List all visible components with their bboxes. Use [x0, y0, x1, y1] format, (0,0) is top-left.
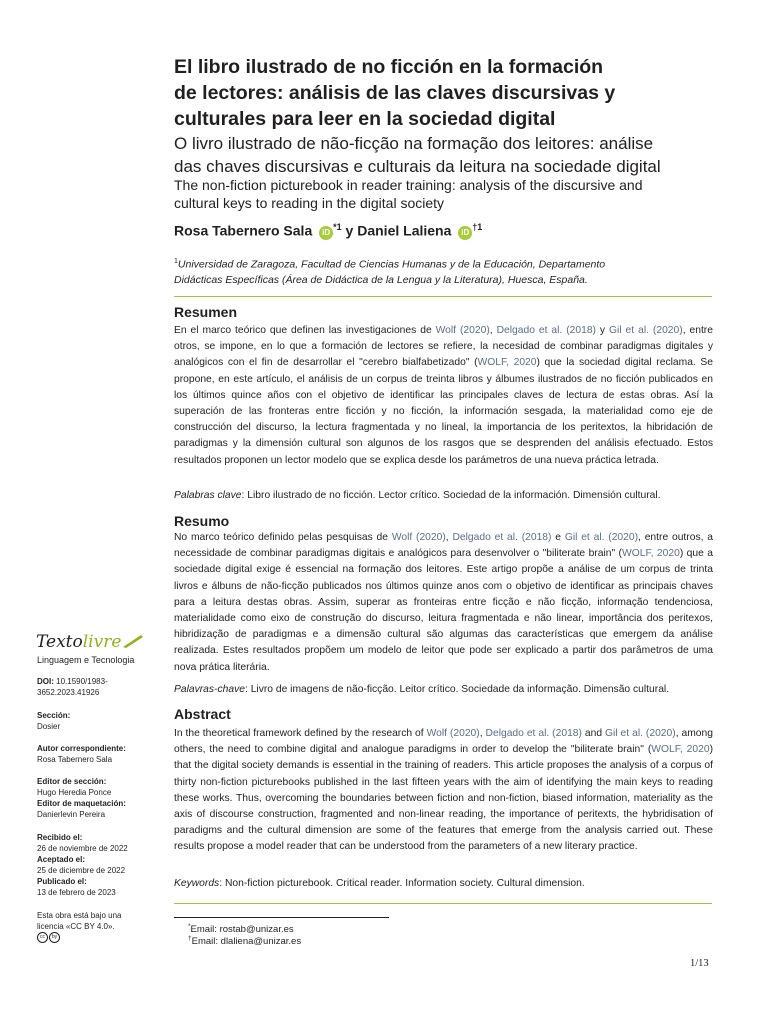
title-es — [174, 54, 714, 132]
title-es-line1: El libro ilustrado de no ficción en la formación — [174, 56, 604, 78]
resumen-heading: Resumen — [174, 304, 238, 320]
title-es-line2: de lectores: análisis de las claves discursivas y — [174, 82, 616, 104]
affiliation-line1: Universidad de Zaragoza, Facultad de Ciencias Humanas y de la Educación, Departamento — [177, 258, 606, 271]
abstract-body: In the theoretical framework defined by the research of Wolf (2020), Delgado et al. (2018) and Gil et al. (2020), among others, the need to combine digital and analogue paradigms in order to develop the "biliterate brain" (WOLF, 2020) that the digital society demands is essential in the training of readers. This article proposes the analysis of a corpus of thirty non-fiction picturebooks published in the last fifteen years with the aim of identifying the main keys to reading these works. Thus, overcoming the boundaries between fiction and non-fiction, biased information, materiality as the axis of discourse construction, fragmented and non-linear reading, the importance of peritexts, the hybridisation of paradigms and the cultural dimension are some of the features that emerge from the analysis carried out. These results propose a model reader that can be understood from the parameters of a new literary practice. — [174, 728, 714, 853]
citation-link[interactable]: Gil et al. (2020) — [605, 728, 676, 739]
footnote-email2: †Email: dlaliena@unizar.es — [188, 935, 302, 948]
affiliation — [174, 254, 714, 288]
author2-marks: †1 — [472, 222, 483, 232]
orcid-icon[interactable]: iD — [458, 226, 472, 240]
citation-link[interactable]: Wolf (2020) — [426, 728, 480, 739]
author-joiner: y — [345, 222, 354, 239]
title-en: The non-fiction picturebook in reader training: analysis of the discursive and cultural keys to reading in the digital society — [174, 177, 643, 211]
divider-rule — [174, 903, 712, 904]
license-text[interactable]: Esta obra está bajo una licencia «CC BY 4.0». — [37, 911, 122, 931]
page-number: 1/13 — [690, 958, 709, 969]
affiliation-line2: Didácticas Específicas (Área de Didáctica de la Lengua y la Literatura), Huesca, España. — [174, 273, 588, 286]
citation-link[interactable]: Wolf (2020) — [435, 325, 490, 336]
resumo-heading: Resumo — [174, 513, 230, 529]
title-pt: O livro ilustrado de não-ficção na formação dos leitores: análise das chaves discursivas e culturais da leitura na sociedade digital — [174, 134, 661, 176]
author1-name: Rosa Tabernero Sala — [174, 222, 313, 239]
resumo-body: No marco teórico definido pelas pesquisas de Wolf (2020), Delgado et al. (2018) e Gil et al. (2020), entre outros, a necessidade de combinar paradigmas digitais e analógicos para desenvolver o "biliterate brain" (WOLF, 2020) que a sociedade digital exige é essencial na formação dos leitores. Este artigo propõe a análise de um corpus de trinta livros e álbuns de não-ficção publicados nos últimos quinze anos com o objetivo de identificar as principais chaves para a leitura destas obras. Assim, superar as fronteiras entre ficção e não ficção, informação tendenciosa, materialidade como eixo de construção do discurso, leitura fragmentada e não linear, importância dos peritexos, hibridização de paradigmas e a dimensão cultural são algumas das características que emergem da análise realizada. Estes resultados propõem um modelo de leitor que pode ser explicado a partir dos parâmetros de uma nova prática literária. — [174, 532, 714, 673]
corresponding-block: Autor correspondiente: Rosa Tabernero Sala — [37, 744, 126, 764]
citation-link[interactable]: Gil et al. (2020) — [564, 532, 639, 543]
pen-icon — [121, 633, 145, 649]
citation-link[interactable]: Gil et al. (2020) — [609, 325, 683, 336]
orcid-icon[interactable]: iD — [319, 226, 333, 240]
resumo-keywords — [174, 682, 713, 697]
doi-link[interactable]: 10.1590/1983-3652.2023.41926 — [37, 677, 108, 697]
keywords-label: Palavras-chave — [174, 684, 245, 695]
editors-block: Editor de sección: Hugo Heredia Ponce Editor de maquetación: Danierlevin Pereira — [37, 777, 126, 819]
abstract-keywords — [174, 876, 713, 891]
citation-link[interactable]: Delgado et al. (2018) — [496, 325, 596, 336]
resumen-body: En el marco teórico que definen las investigaciones de Wolf (2020), Delgado et al. (2018) y Gil et al. (2020), entre otros, se impone, en lo que a formación de lectores se refiere, la necesidad de combinar paradigmas digitales y analógicos con el fin de desarrollar el "cerebro bialfabetizado" (WOLF, 2020) que la sociedad digital reclama. Se propone, en este artículo, el análisis de un corpus de treinta libros y álbumes ilustrados de no ficción publicados en los últimos quince años con el objetivo de identificar las principales claves de lectura de estas obras. Así la superación de las fronteras entre ficción y no ficción, la información sesgada, la materialidad como eje de construcción del discurso, la lectura fragmentada y no lineal, la importancia de los peritextos, la hibridación de paradigmas y la dimensión cultural son algunos de los rasgos que se desprenden del análisis efectuado. Estos resultados proponen un lector modelo que se explica desde los parámetros de una nueva práctica letrada. — [174, 325, 713, 466]
title-es-line3: culturales para leer en la sociedad digital — [174, 108, 556, 130]
journal-subtitle: Linguagem e Tecnologia — [37, 655, 135, 665]
by-icon: by — [49, 932, 60, 943]
divider-rule — [174, 296, 712, 297]
abstract-heading: Abstract — [174, 706, 231, 722]
authors-line — [174, 222, 482, 240]
affiliation-mark: 1 — [174, 258, 178, 265]
keywords-text: : Libro ilustrado de no ficción. Lector crítico. Sociedad de la información. Dimensión cultural. — [241, 490, 661, 501]
keywords-label: Palabras clave — [174, 490, 242, 501]
citation-link[interactable]: Delgado et al. (2018) — [485, 728, 582, 739]
keywords-label: Keywords — [174, 878, 220, 889]
keywords-text: : Livro de imagens de não-ficção. Leitor crítico. Sociedade da informação. Dimensão cultural. — [244, 684, 670, 695]
dates-block: Recibido el: 26 de noviembre de 2022 Aceptado el: 25 de diciembre de 2022 Publicado el: 13 de febrero de 2023 — [37, 833, 128, 897]
doi-label: DOI: — [37, 677, 54, 686]
author2-name: Daniel Laliena — [357, 222, 452, 239]
section-block: Sección: Dosier — [37, 711, 71, 731]
license-block — [37, 910, 149, 943]
doi-block — [37, 676, 149, 698]
resumen-keywords — [174, 488, 713, 503]
journal-logo[interactable]: Textolivre — [36, 632, 145, 652]
citation-link[interactable]: Delgado et al. (2018) — [452, 532, 552, 543]
footnote-rule — [174, 917, 389, 918]
citation-link[interactable]: WOLF, 2020 — [651, 744, 710, 756]
author1-marks: *1 — [333, 222, 342, 232]
cc-icon: cc — [37, 932, 48, 943]
citation-link[interactable]: Wolf (2020) — [391, 532, 446, 543]
footnote-email1: *Email: rostab@unizar.es — [188, 923, 294, 936]
keywords-text: : Non-fiction picturebook. Critical reader. Information society. Cultural dimension. — [219, 878, 585, 889]
citation-link[interactable]: WOLF, 2020 — [477, 357, 537, 369]
citation-link[interactable]: WOLF, 2020 — [622, 548, 680, 560]
